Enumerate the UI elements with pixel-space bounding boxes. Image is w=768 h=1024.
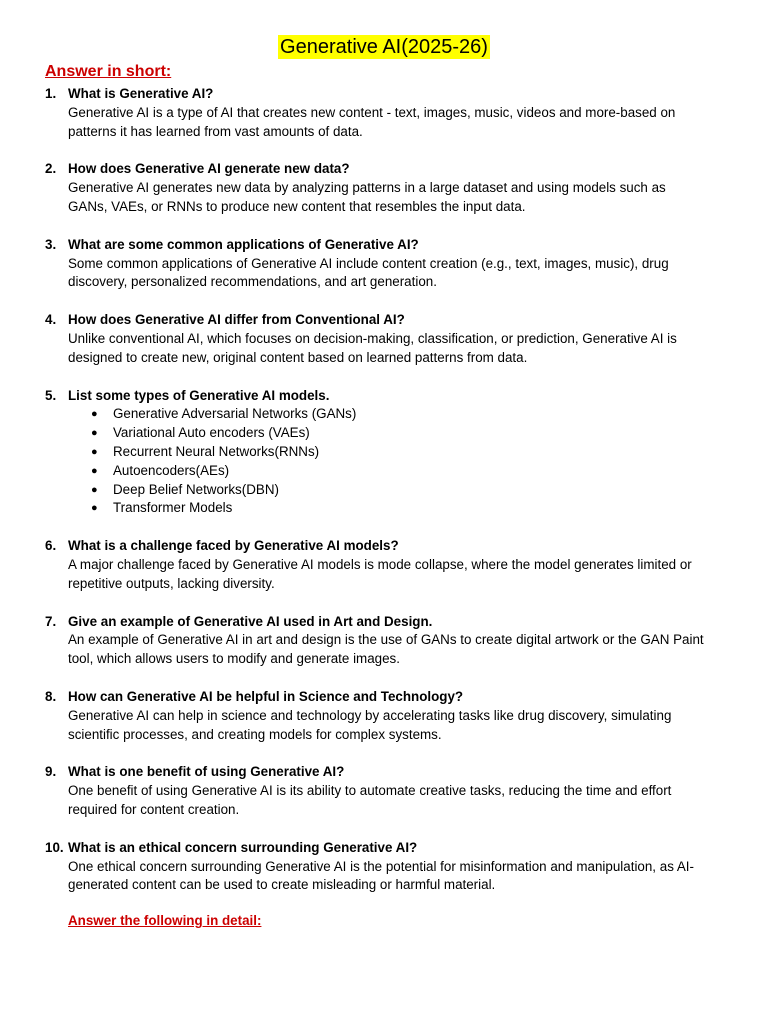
answer-text: Generative AI is a type of AI that creates new content - text, images, music, videos and more-based on patterns it has learned from vast amounts of data. [68, 104, 676, 139]
question-number: 2. [45, 161, 57, 177]
list-item-label: Deep Belief Networks(DBN) [113, 481, 279, 497]
question-text: What is Generative AI? [68, 86, 214, 101]
document-title: Generative AI(2025-26) [280, 36, 488, 58]
section-heading-short: Answer in short: [45, 63, 172, 80]
question-number: 4. [45, 312, 57, 328]
answer-text: Some common applications of Generative AI include content creation (e.g., text, images, music), drug discovery, personalized recommendations, and art generation. [68, 255, 669, 290]
question-number: 10. [45, 839, 64, 855]
question-number: 9. [45, 764, 57, 780]
question-number: 3. [45, 236, 57, 252]
list-item [91, 462, 768, 481]
question-item [0, 311, 768, 367]
section-heading-detail: Answer the following in detail: [68, 913, 262, 928]
question-number: 6. [45, 538, 57, 554]
question-number: 7. [45, 613, 57, 629]
list-item-label: Generative Adversarial Networks (GANs) [113, 406, 357, 422]
bullet-icon: ● [91, 502, 98, 515]
question-text: How does Generative AI differ from Conventional AI? [68, 312, 405, 328]
question-text: What is an ethical concern surrounding Generative AI? [68, 839, 418, 855]
question-number: 1. [45, 86, 57, 101]
question-item [0, 387, 768, 519]
question-number: 8. [45, 688, 57, 704]
question-text: Give an example of Generative AI used in Art and Design. [68, 613, 433, 629]
question-text: How can Generative AI be helpful in Science and Technology? [68, 688, 464, 704]
question-item [0, 613, 768, 669]
question-text: What is one benefit of using Generative AI? [68, 764, 345, 780]
list-item-label: Transformer Models [113, 500, 233, 516]
answer-text: One ethical concern surrounding Generative AI is the potential for misinformation and manipulation, as AI-generated content can be used to create misleading or harmful material. [68, 858, 694, 893]
answer-text: Unlike conventional AI, which focuses on decision-making, classification, or prediction, Generative AI is designed to create new, original content based on learned patterns from data. [68, 330, 677, 365]
question-number: 5. [45, 387, 57, 403]
question-text: What are some common applications of Generative AI? [68, 236, 419, 252]
bullet-icon: ● [91, 445, 98, 458]
list-item [91, 443, 768, 462]
question-item [0, 688, 768, 744]
question-item [0, 763, 768, 819]
list-item [91, 499, 768, 518]
title-container [0, 35, 768, 59]
question-item [0, 839, 768, 895]
list-item-label: Variational Auto encoders (VAEs) [113, 425, 310, 441]
answer-text: A major challenge faced by Generative AI models is mode collapse, where the model generates limited or repetitive outputs, lacking diversity. [68, 556, 692, 591]
question-item [0, 236, 768, 292]
bullet-icon: ● [91, 464, 98, 477]
question-text: How does Generative AI generate new data? [68, 161, 350, 177]
list-item [91, 481, 768, 500]
question-item [0, 160, 768, 216]
answer-text: One benefit of using Generative AI is its ability to automate creative tasks, reducing the time and effort required for content creation. [68, 783, 672, 817]
list-item [91, 424, 768, 443]
answer-text: Generative AI can help in science and technology by accelerating tasks like drug discovery, simulating scientific processes, and creating models for complex systems. [68, 707, 672, 742]
list-item-label: Recurrent Neural Networks(RNNs) [113, 443, 320, 459]
list-item-label: Autoencoders(AEs) [113, 462, 230, 478]
question-item [0, 537, 768, 593]
answer-text: Generative AI generates new data by analyzing patterns in a large dataset and using models such as GANs, VAEs, or RNNs to produce new content that resembles the input data. [68, 180, 666, 214]
bullet-icon: ● [91, 408, 98, 421]
bullet-icon: ● [91, 483, 98, 496]
model-types-list [0, 405, 768, 518]
question-text: What is a challenge faced by Generative AI models? [68, 538, 399, 554]
bullet-icon: ● [91, 427, 98, 440]
answer-text: An example of Generative AI in art and design is the use of GANs to create digital artwork or the GAN Paint tool, which allows users to modify and generate images. [68, 632, 704, 667]
question-item [0, 85, 768, 141]
question-text: List some types of Generative AI models. [68, 387, 330, 403]
list-item [91, 405, 768, 424]
question-list [0, 85, 768, 914]
